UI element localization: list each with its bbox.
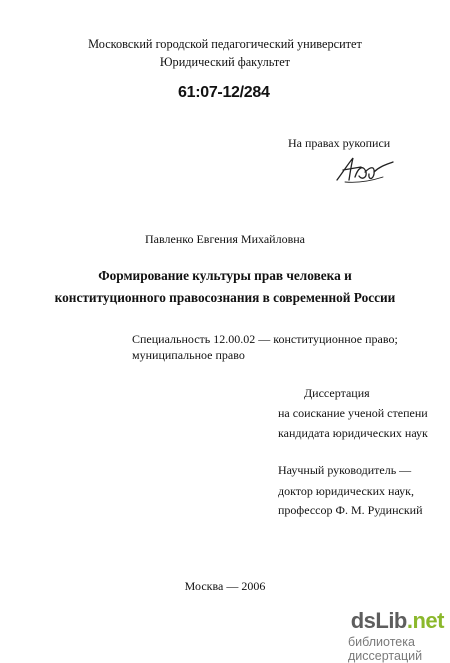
university-name: Московский городской педагогический университет [88, 37, 362, 51]
supervisor-name: профессор Ф. М. Рудинский [278, 503, 423, 517]
watermark-logo [351, 608, 444, 634]
dissertation-label: Диссертация [304, 386, 370, 400]
degree-line-2: кандидата юридических наук [278, 426, 428, 440]
specialty-line-1: Специальность 12.00.02 — конституционное право; [132, 332, 398, 346]
dslib-watermark [348, 608, 448, 663]
manuscript-rights-note: На правах рукописи [288, 136, 391, 150]
specialty-line-2: муниципальное право [132, 348, 245, 362]
author-name: Павленко Евгения Михайловна [145, 232, 305, 246]
dissertation-title-line-2: конституционного правосознания в современной России [54, 290, 396, 305]
degree-line-1: на соискание ученой степени [278, 406, 428, 420]
dissertation-title-line-1: Формирование культуры прав человека и [98, 268, 352, 283]
faculty-name: Юридический факультет [159, 55, 291, 69]
watermark-brand: dsLib [350, 608, 407, 633]
watermark-tld: .net [406, 608, 444, 633]
catalog-code: 61:07-12/284 [178, 84, 270, 101]
supervisor-label: Научный руководитель — [278, 463, 412, 477]
supervisor-degree: доктор юридических наук, [278, 484, 414, 498]
city-year: Москва — 2006 [184, 579, 266, 593]
watermark-subtitle: библиотека диссертаций [348, 635, 423, 663]
signature-icon [333, 150, 395, 186]
